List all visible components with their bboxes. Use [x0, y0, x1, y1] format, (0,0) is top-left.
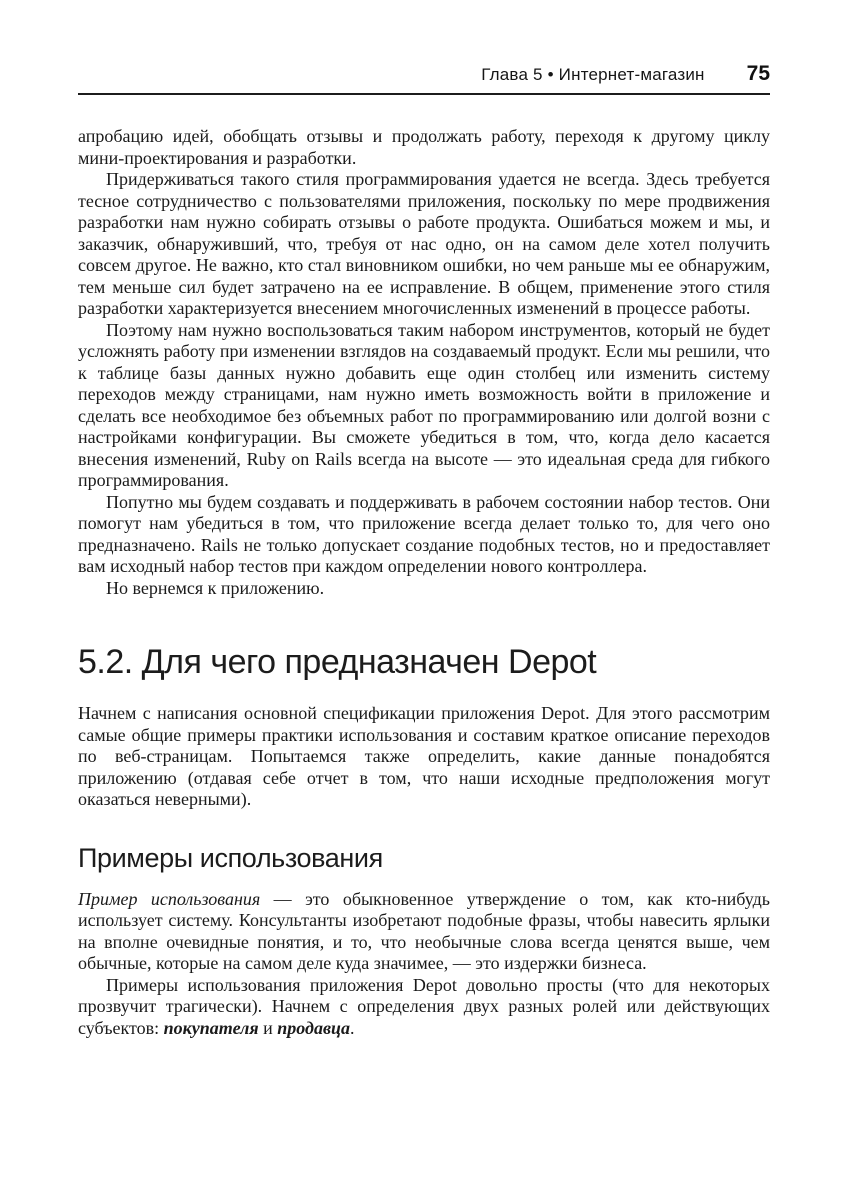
- emphasized-text: покупателя: [163, 1017, 259, 1038]
- paragraph-back-to-app: Но вернемся к приложению.: [106, 577, 325, 598]
- paragraph-use-case-definition: [78, 889, 770, 975]
- text-run: Примеры использования приложения Depot довольно просты (что для некоторых прозвучит трагически). Начнем с определения двух разных ролей или действующих субъектов:: [78, 974, 770, 1038]
- paragraph-tests: Попутно мы будем создавать и поддерживать в рабочем состоянии набор тестов. Они помогут нам убедиться в том, что приложение всегда делает только то, для чего оно предназначено. Rails не только допускает создание подобных тестов, но и предоставляет вам исходный набор тестов при каждом определении нового контроллера.: [78, 491, 770, 576]
- running-head: Глава 5 • Интернет-магазин: [481, 65, 705, 84]
- paragraph-section-intro: Начнем с написания основной спецификации приложения Depot. Для этого рассмотрим самые общие примеры практики использования и составим краткое описание переходов по веб-страницам. Попытаемся также определить, какие данные понадобятся приложению (отдавая себе отчет в том, что наши исходные предположения могут оказаться неверными).: [78, 703, 770, 809]
- paragraph-continuation: апробацию идей, обобщать отзывы и продолжать работу, переходя к другому циклу мини-проектирования и разработки.: [78, 126, 770, 168]
- page-body: [78, 95, 770, 1039]
- text-run: .: [350, 1017, 355, 1038]
- section-heading: 5.2. Для чего предназначен Depot: [78, 643, 597, 681]
- subsection-heading: Примеры использования: [78, 842, 383, 873]
- page-number: 75: [746, 62, 770, 85]
- emphasized-text: продавца: [277, 1017, 351, 1038]
- paragraph-agile-style: Придерживаться такого стиля программирования удается не всегда. Здесь требуется тесное сотрудничество с пользователями приложения, поскольку по мере продвижения разработки нам нужно собирать отзывы о работе продукта. Ошибаться можем и мы, и заказчик, обнаруживший, что, требуя от нас одно, он на самом деле хотел получить совсем другое. Не важно, кто стал виновником ошибки, но чем раньше мы ее обнаружим, тем меньше сил будет затрачено на ее исправление. В общем, применение этого стиля разработки характеризуется внесением многочисленных изменений в процессе работы.: [78, 169, 770, 318]
- page-header: [78, 0, 770, 95]
- text-run: и: [258, 1017, 278, 1038]
- emphasized-text: Пример использования: [78, 888, 261, 909]
- paragraph-toolset: Поэтому нам нужно воспользоваться таким набором инструментов, который не будет усложнять работу при изменении взглядов на создаваемый продукт. Если мы решили, что к таблице базы данных нужно добавить еще один столбец или изменить систему переходов между страницами, нам нужно иметь возможность войти в приложение и сделать все необходимое без объемных работ по программированию или долгой возни с настройками конфигурации. Вы сможете убедиться в том, что, когда дело касается внесения изменений, Ruby on Rails всегда на высоте — это идеальная среда для гибкого программирования.: [78, 319, 770, 490]
- paragraph-depot-use-cases: [78, 975, 770, 1040]
- text-run: — это обыкновенное утверждение о том, как кто-нибудь использует систему. Консультанты изобретают подобные фразы, чтобы навесить ярлыки на вполне очевидные понятия, и то, что необычные слова всегда ценятся выше, чем обычные, которые на самом деле куда значимее, — это издержки бизнеса.: [78, 888, 770, 973]
